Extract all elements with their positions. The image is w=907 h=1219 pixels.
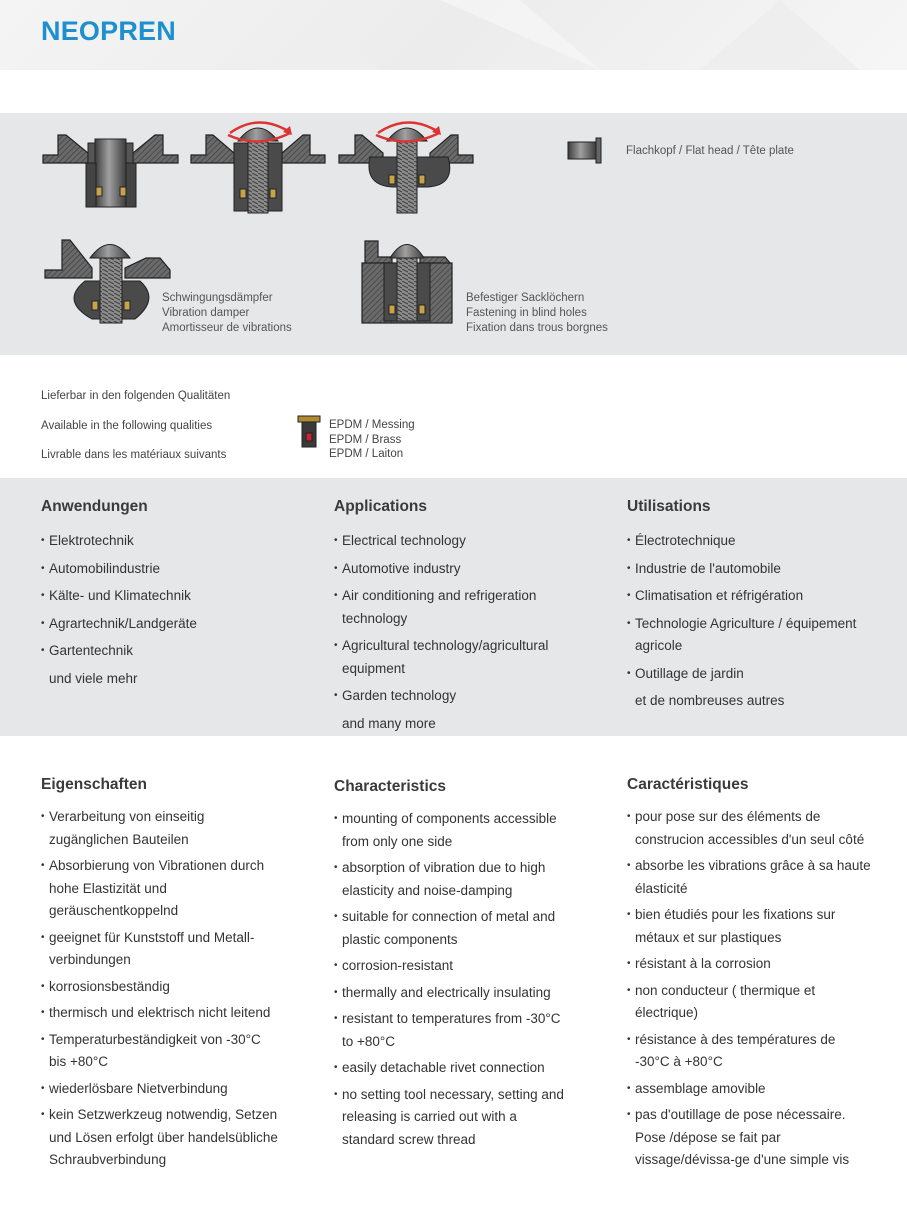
characteristics-heading: Eigenschaften (41, 776, 147, 793)
drawing-vibration-damper (45, 240, 170, 323)
list-item: • thermally and electrically insulating (334, 982, 564, 1005)
applications-col-en (334, 498, 554, 735)
list-item: • Climatisation et réfrigération (627, 585, 877, 608)
material-list: EPDM / Messing EPDM / Brass EPDM / Laiton (329, 419, 415, 460)
installation-diagrams (0, 113, 907, 355)
characteristics-col-fr (627, 776, 872, 1172)
list-item: • Air conditioning and refrigeration technology (334, 585, 554, 630)
list-item: • Elektrotechnik (41, 530, 311, 553)
list-item: • Agrartechnik/Landgeräte (41, 613, 311, 636)
list-item: • suitable for connection of metal and plastic components (334, 906, 564, 951)
qualities-intro-en: Available in the following qualities (41, 420, 213, 432)
list-item: • mounting of components accessible from only one side (334, 808, 564, 853)
list-item: • resistant to temperatures from -30°C to +80°C (334, 1008, 564, 1053)
list-item: • Automobilindustrie (41, 558, 311, 581)
list-item-more: und viele mehr (49, 670, 138, 686)
drawing-bulged-insert (339, 122, 473, 213)
list-item: • Automotive industry (334, 558, 554, 581)
list-item: • bien étudiés pour les fixations sur métaux et sur plastiques (627, 904, 872, 949)
list-item: • absorption of vibration due to high elasticity and noise-damping (334, 857, 564, 902)
list-item-more: and many more (342, 715, 436, 731)
list-item-more: et de nombreuses autres (635, 693, 785, 708)
qualities-intro-fr: Livrable dans les matériaux suivants (41, 449, 227, 461)
list-item: • Temperaturbeständigkeit von -30°C bis +80°C (41, 1029, 281, 1074)
list-item: • absorbe les vibrations grâce à sa haute élasticité (627, 855, 872, 900)
list-item: • geeignet für Kunststoff und Metall-verbindungen (41, 927, 281, 972)
list-item: • Kälte- und Klimatechnik (41, 585, 311, 608)
list-item: • pas d'outillage de pose nécessaire. Pose /dépose se fait par vissage/dévissa-ge d'une simple vis (627, 1104, 872, 1172)
list-item: • wiederlösbare Nietverbindung (41, 1078, 281, 1101)
drawing-blind-hole (362, 241, 452, 323)
list-item: • Electrical technology (334, 530, 554, 553)
vibration-caption: Schwingungsdämpfer Vibration damper Amortisseur de vibrations (162, 292, 292, 334)
applications-heading: Applications (334, 498, 428, 515)
list-item: • assemblage amovible (627, 1078, 872, 1101)
list-item: • no setting tool necessary, setting and releasing is carried out with a standard screw thread (334, 1084, 564, 1152)
page-title: NEOPREN (41, 16, 176, 46)
applications-col-fr (627, 498, 877, 713)
page-header (0, 0, 907, 70)
applications-heading: Utilisations (627, 498, 711, 515)
list-item: • corrosion-resistant (334, 955, 564, 978)
list-item: • Gartentechnik (41, 640, 311, 663)
blind-hole-caption: Befestiger Sacklöchern Fastening in blind holes Fixation dans trous borgnes (466, 292, 608, 334)
list-item: • résistant à la corrosion (627, 953, 872, 976)
list-item: • kein Setzwerkzeug notwendig, Setzen und Lösen erfolgt über handelsübliche Schraubverbindung (41, 1104, 281, 1172)
list-item: • Industrie de l'automobile (627, 558, 877, 581)
characteristics-heading: Caractéristiques (627, 776, 749, 793)
epdm-brass-icon (297, 415, 321, 449)
qualities-intro-de: Lieferbar in den folgenden Qualitäten (41, 390, 231, 402)
list-item: • résistance à des températures de -30°C à +80°C (627, 1029, 872, 1074)
list-item: • korrosionsbeständig (41, 976, 281, 999)
flat-head-icon (568, 138, 601, 163)
characteristics-heading: Characteristics (334, 778, 447, 795)
applications-col-de (41, 498, 311, 690)
list-item: • pour pose sur des éléments de construcion accessibles d'un seul côté (627, 806, 872, 851)
flat-head-caption: Flachkopf / Flat head / Tête plate (626, 145, 794, 157)
applications-section (0, 478, 907, 736)
list-item: • Verarbeitung von einseitig zugänglichen Bauteilen (41, 806, 281, 851)
drawing-screw-tightening (191, 122, 325, 213)
list-item: • easily detachable rivet connection (334, 1057, 564, 1080)
drawing-insert (43, 135, 178, 207)
list-item: • Électrotechnique (627, 530, 877, 553)
list-item: • Garden technology (334, 685, 554, 708)
list-item: • Agricultural technology/agricultural equipment (334, 635, 554, 680)
list-item: • Outillage de jardin (627, 663, 877, 686)
list-item: • thermisch und elektrisch nicht leitend (41, 1002, 281, 1025)
list-item: • non conducteur ( thermique et électrique) (627, 980, 872, 1025)
characteristics-col-de (41, 776, 281, 1172)
list-item: • Technologie Agriculture / équipement agricole (627, 613, 877, 658)
list-item: • Absorbierung von Vibrationen durch hohe Elastizität und geräuschentkoppelnd (41, 855, 281, 923)
applications-heading: Anwendungen (41, 498, 148, 515)
characteristics-col-en (334, 778, 564, 1151)
